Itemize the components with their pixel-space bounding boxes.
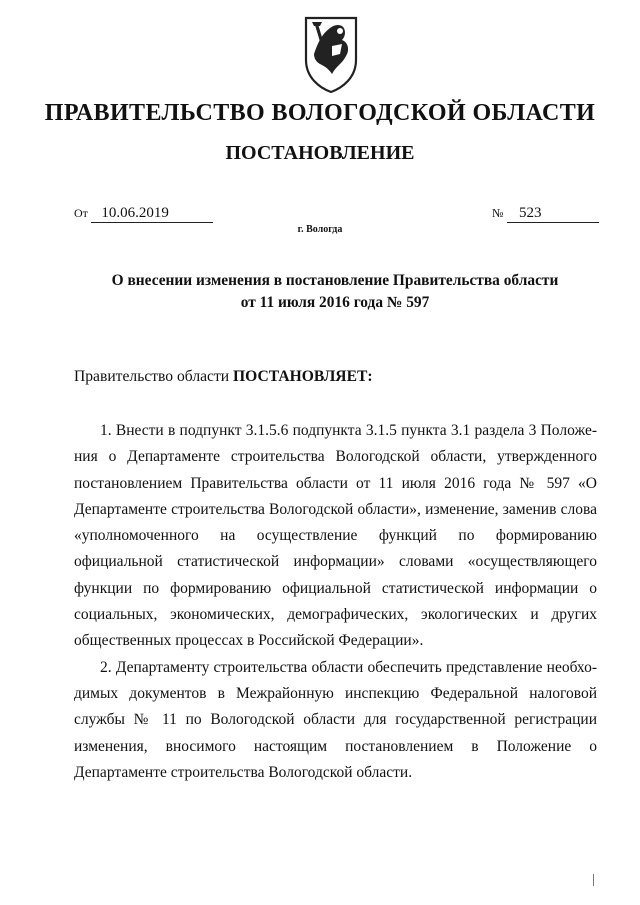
number-field [492,205,599,223]
subject-line-2: от 11 июля 2016 года № 597 [240,294,430,311]
document-type: ПОСТАНОВЛЕНИЕ [225,142,415,164]
document-body [74,418,597,786]
decree-statement [74,368,373,386]
paragraph-2: 2. Департаменту строительства области обеспечить представление необходимых документов в Межрайонную инспекцию Федеральной налоговой службы № 11 по Вологодской области для государственной регистрации изменения, вносимого настоящим постановлением в Положение о Департаменте строительства Вологодской области. [74,658,597,781]
scan-edge-mark [593,874,594,886]
number-label: № [492,206,504,220]
coat-of-arms-emblem [302,14,360,94]
number-value: 523 [507,205,599,223]
government-name: ПРАВИТЕЛЬСТВО ВОЛОГОДСКОЙ ОБЛАСТИ [44,100,596,126]
date-value: 10.06.2019 [91,205,213,223]
decree-prefix: Правительство области [74,368,234,385]
subject-heading [90,270,580,314]
paragraph-1: 1. Внести в подпункт 3.1.5.6 подпункта 3.1.5 пункта 3.1 раздела 3 Положения о Департаменте строительства Вологодской области, утвержденного постановлением Правительства области от 11 июля 2016 года № 597 «О Департаменте строительства Вологодской области», изменение, заменив слова «уполномоченного на осуществление функций по формированию официальной статистической информации» словами «осуществляющего функции по формированию официальной статистической информации о социальных, экономических, демографических, экологических и других общественных процессах в Российской Федерации». [74,422,597,650]
date-label: От [74,206,88,220]
subject-line-1: О внесении изменения в постановление Правительства области [111,272,559,289]
decree-keyword: ПОСТАНОВЛЯЕТ: [233,368,373,385]
city: г. Вологда [297,224,343,235]
date-field [74,205,213,223]
